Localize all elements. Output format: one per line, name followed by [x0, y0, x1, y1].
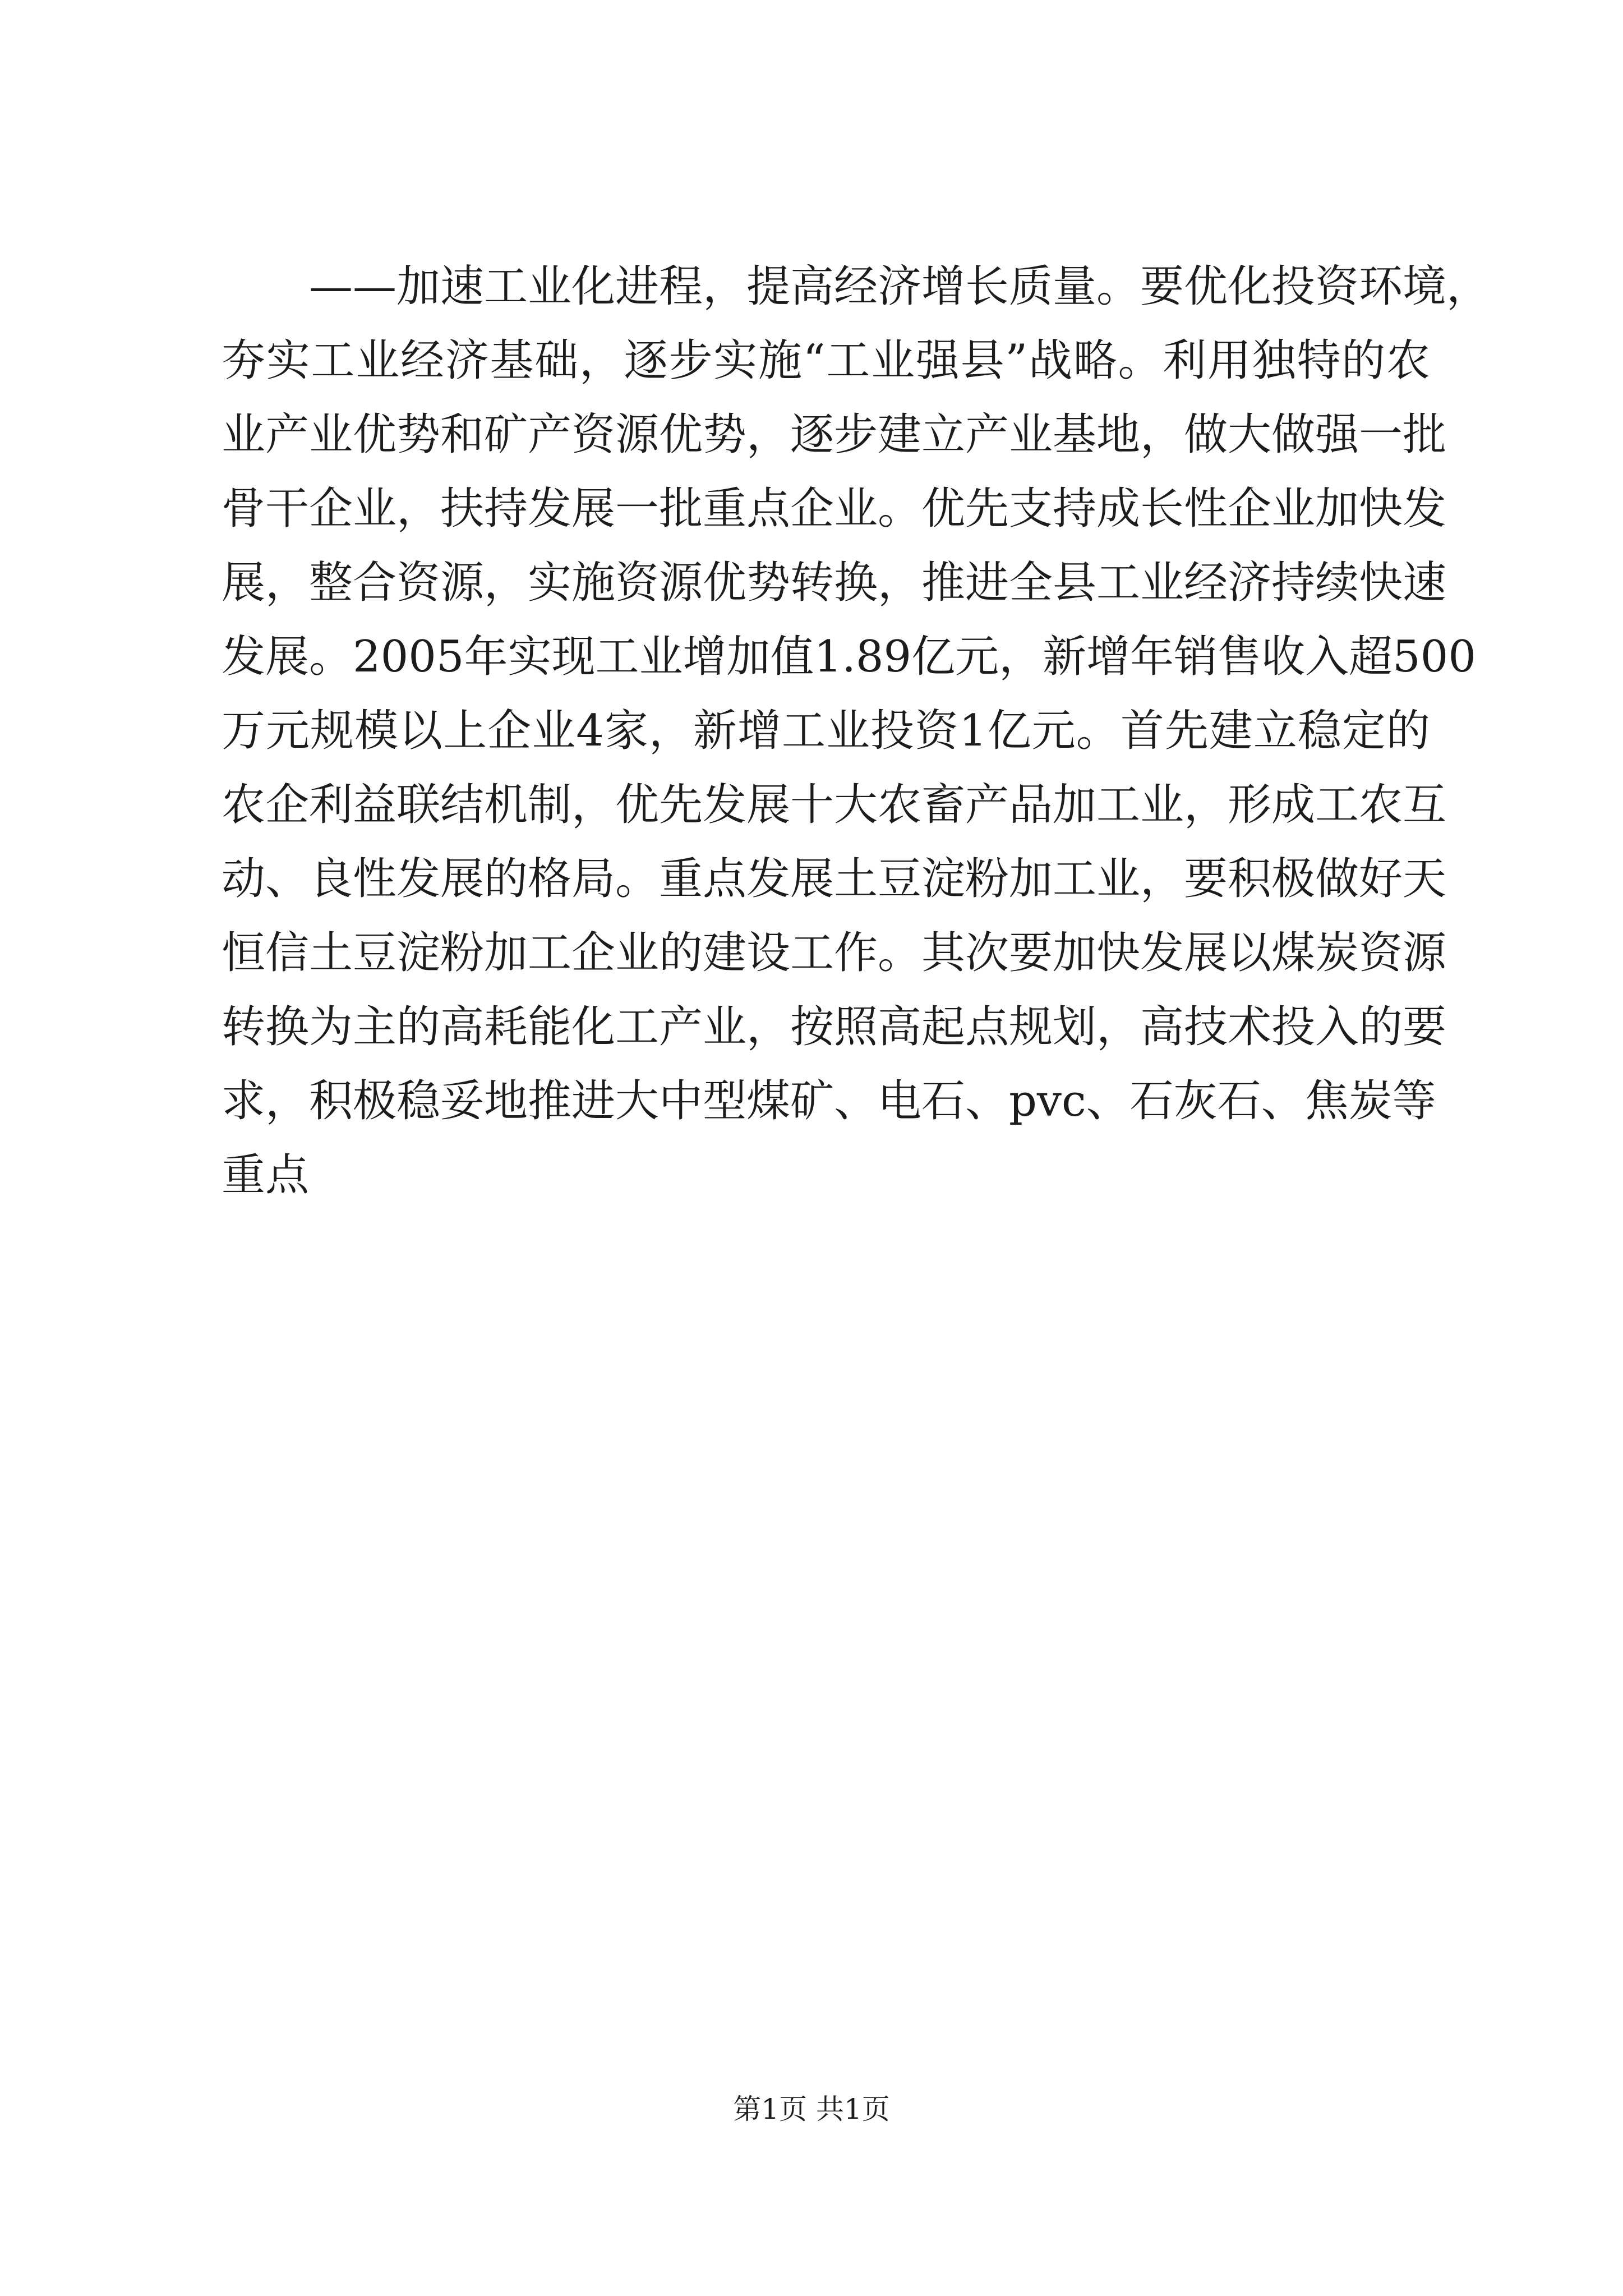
paragraph-line-13: 重点	[222, 1150, 310, 1200]
page-number: 第1页 共1页	[733, 2093, 890, 2125]
paragraph-line-4: 骨干企业，扶持发展一批重点企业。优先支持成长性企业加快发	[222, 484, 1447, 534]
paragraph-line-2: 夯实工业经济基础，逐步实施“工业强县”战略。利用独特的农	[222, 335, 1430, 386]
paragraph-line-1: ——加速工业化进程，提高经济增长质量。要优化投资环境，	[222, 261, 1491, 312]
paragraph-line-5: 展，整合资源，实施资源优势转换，推进全县工业经济持续快速	[222, 558, 1447, 608]
paragraph-line-7: 万元规模以上企业4家，新增工业投资1亿元。首先建立稳定的	[222, 706, 1430, 756]
body-paragraph	[222, 250, 1491, 1212]
paragraph-line-10: 恒信土豆淀粉加工企业的建设工作。其次要加快发展以煤炭资源	[222, 928, 1447, 978]
paragraph-line-12: 求，积极稳妥地推进大中型煤矿、电石、pvc、石灰石、焦炭等	[222, 1076, 1436, 1126]
paragraph-line-11: 转换为主的高耗能化工产业，按照高起点规划，高技术投入的要	[222, 1002, 1447, 1052]
page-footer	[0, 2087, 1623, 2127]
paragraph-line-6: 发展。2005年实现工业增加值1.89亿元，新增年销售收入超500	[222, 632, 1477, 682]
paragraph-line-3: 业产业优势和矿产资源优势，逐步建立产业基地，做大做强一批	[222, 409, 1447, 460]
paragraph-line-9: 动、良性发展的格局。重点发展土豆淀粉加工业，要积极做好天	[222, 854, 1447, 904]
paragraph-line-8: 农企利益联结机制，优先发展十大农畜产品加工业，形成工农互	[222, 780, 1447, 830]
